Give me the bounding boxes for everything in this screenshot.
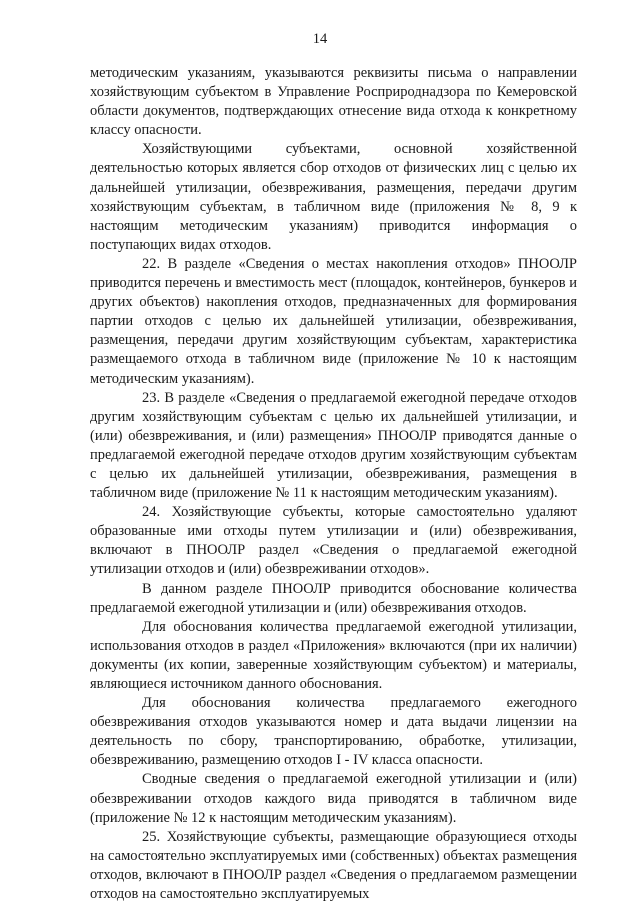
paragraph-2: Хозяйствующими субъектами, основной хозяйственной деятельностью которых является сбор отходов от физических лиц с целью их дальнейшей утилизации, обезвреживания, размещения, передачи другим хозяйствующим субъектам, в табличном виде (приложения № 8, 9 к настоящим методическим указаниям) приводится информация о поступающих видах отходов. (90, 141, 577, 253)
paragraph-3: 22. В разделе «Сведения о местах накопления отходов» ПНООЛР приводится перечень и вместимость мест (площадок, контейнеров, бункеров и других объектов) накопления отходов, предназначенных для формирования партии отходов с целью их дальнейшей утилизации, обезвреживания, размещения, передачи другим хозяйствующим субъектам, характеристика размещаемого отхода в табличном виде (приложение № 10 к настоящим методическим указаниям). (90, 255, 577, 387)
paragraph-4: 23. В разделе «Сведения о предлагаемой ежегодной передаче отходов другим хозяйствующим субъектам с целью их дальнейшей утилизации, и (или) обезвреживания, и (или) размещения» ПНООЛР приводятся данные о предлагаемой ежегодной передаче отходов другим хозяйствующим субъектам с целью их дальнейшей утилизации, обезвреживания, размещения в табличном виде (приложение № 11 к настоящим методическим указаниям). (90, 389, 577, 502)
paragraph-5: 24. Хозяйствующие субъекты, которые самостоятельно удаляют образованные ими отходы путем утилизации и (или) обезвреживания, включают в ПНООЛР раздел «Сведения о предлагаемой ежегодной утилизации отходов и (или) обезвреживании отходов». (90, 504, 577, 578)
paragraph-6: В данном разделе ПНООЛР приводится обоснование количества предлагаемой ежегодной утилизации и (или) обезвреживания отходов. (90, 580, 577, 616)
page-number: 14 (312, 31, 328, 47)
paragraph-9: Сводные сведения о предлагаемой ежегодной утилизации и (или) обезвреживании отходов каждого вида приводятся в табличном виде (приложение № 12 к настоящим методическим указаниям). (90, 771, 577, 826)
paragraph-10: 25. Хозяйствующие субъекты, размещающие образующиеся отходы на самостоятельно эксплуатируемых ими (собственных) объектах размещения отходов, включают в ПНООЛР раздел «Сведения о предлагаемом размещении отходов на самостоятельно эксплуатируемых (90, 828, 577, 903)
paragraph-1: методическим указаниям, указываются реквизиты письма о направлении хозяйствующим субъектом в Управление Росприроднадзора по Кемеровской области документов, подтверждающих отнесение вида отхода к конкретному классу опасности. (90, 65, 577, 139)
paragraph-8: Для обоснования количества предлагаемого ежегодного обезвреживания отходов указываются номер и дата выдачи лицензии на деятельность по сбору, транспортированию, обработке, утилизации, обезвреживанию, размещению отходов I - IV класса опасности. (90, 695, 577, 769)
body-text (90, 64, 577, 904)
paragraph-7: Для обоснования количества предлагаемой ежегодной утилизации, использования отходов в раздел «Приложения» включаются (при их наличии) документы (их копии, заверенные хозяйствующим субъектом) и материалы, являющиеся источником данного обоснования. (90, 618, 577, 692)
